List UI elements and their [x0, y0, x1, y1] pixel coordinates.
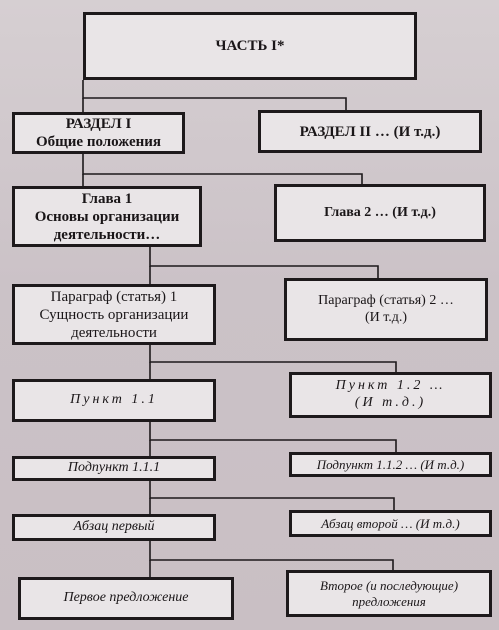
connector-section1-chapters: [83, 154, 362, 184]
node-point-1-line-1: Пункт 1.1: [70, 392, 158, 408]
connector-subpoint1-indents: [150, 481, 394, 510]
node-paragraph-1-line-3: деятельности: [71, 324, 157, 341]
node-chapter-2: [274, 184, 486, 242]
node-point-2-line-2: (И т.д.): [354, 395, 427, 410]
node-chapter-1: [12, 186, 202, 247]
connector-point1-subpoints: [150, 422, 396, 452]
node-indent-2-line-1: Абзац второй … (И т.д.): [321, 515, 460, 531]
node-sentence-2: [286, 570, 492, 617]
node-chapter-1-line-3: деятельности…: [53, 226, 161, 243]
node-chapter-2-line-1: Глава 2 … (И т.д.): [324, 204, 436, 220]
connector-part-sections: [83, 80, 346, 110]
node-sentence-1: [18, 577, 234, 620]
node-chapter-1-line-1: Глава 1: [81, 190, 133, 207]
node-point-2: [289, 372, 492, 418]
node-paragraph-1-line-1: Параграф (статья) 1: [50, 288, 178, 305]
node-paragraph-2-line-2: (И т.д.): [364, 309, 408, 325]
node-part-line-1: ЧАСТЬ I*: [215, 38, 285, 54]
node-subpoint-2: [289, 452, 492, 477]
node-point-2-line-1: Пункт 1.2 …: [335, 378, 446, 394]
node-section-1-line-2: Общие положения: [35, 134, 162, 150]
node-subpoint-2-line-1: Подпункт 1.1.2 … (И т.д.): [316, 456, 465, 472]
node-point-1: [12, 379, 216, 422]
node-indent-1: [12, 514, 216, 541]
node-section-1: [12, 112, 185, 154]
connector-indent1-sentences: [150, 541, 393, 570]
node-sentence-1-line-1: Первое предложение: [63, 590, 189, 606]
node-section-2-line-1: РАЗДЕЛ II … (И т.д.): [299, 123, 441, 140]
node-indent-1-line-1: Абзац первый: [73, 519, 155, 535]
node-paragraph-2-line-1: Параграф (статья) 2 …: [318, 292, 454, 308]
node-part: [83, 12, 417, 80]
node-paragraph-1: [12, 284, 216, 345]
connector-paragraph1-points: [150, 345, 396, 372]
node-chapter-1-line-2: Основы организации: [34, 208, 180, 225]
node-paragraph-1-line-2: Сущность организации: [39, 306, 189, 323]
node-paragraph-2: [284, 278, 488, 341]
connector-chapter1-paragraphs: [150, 247, 378, 278]
node-indent-2: [289, 510, 492, 537]
node-sentence-2-line-1: Второе (и последующие): [319, 577, 459, 593]
node-subpoint-1: [12, 456, 216, 481]
node-subpoint-1-line-1: Подпункт 1.1.1: [67, 460, 161, 476]
node-section-2: [258, 110, 482, 153]
node-sentence-2-line-2: предложения: [352, 593, 426, 609]
node-section-1-line-1: РАЗДЕЛ I: [65, 116, 132, 132]
